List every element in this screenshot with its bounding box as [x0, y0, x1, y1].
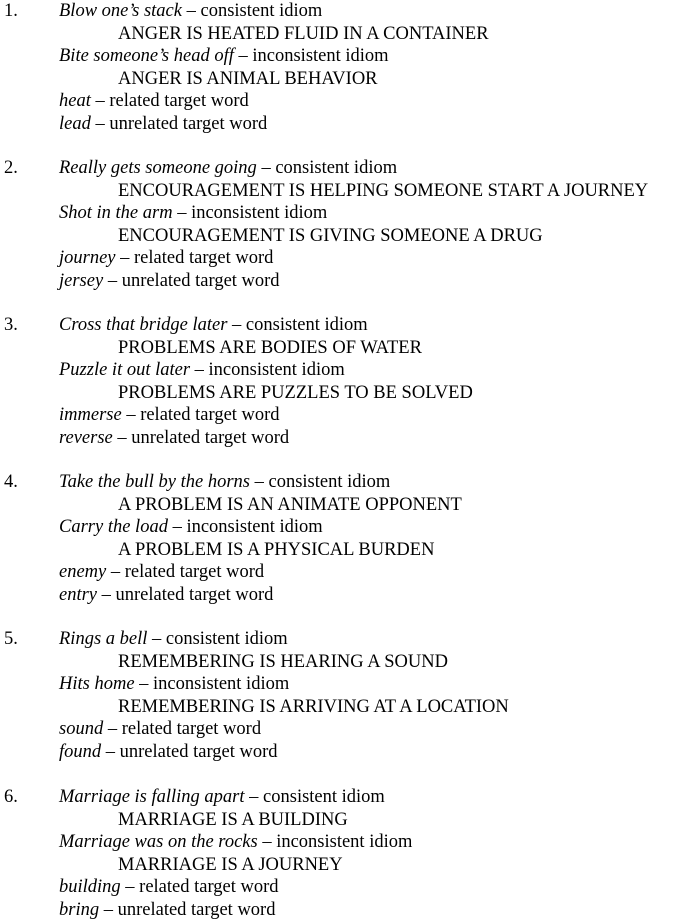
- dash: –: [126, 405, 136, 425]
- inconsistent-metaphor: MARRIAGE IS A JOURNEY: [118, 854, 343, 875]
- related-target-word: enemy: [59, 562, 107, 582]
- inconsistent-idiom: Marriage was on the rocks: [59, 832, 258, 852]
- consistent-idiom-line: [59, 157, 397, 180]
- unrelated-target-label: unrelated target word: [119, 741, 278, 762]
- unrelated-target-label: unrelated target word: [109, 113, 268, 134]
- consistent-idiom-label: consistent idiom: [165, 629, 288, 649]
- unrelated-target-label: unrelated target word: [131, 427, 290, 448]
- unrelated-target-line: [59, 270, 280, 293]
- consistent-idiom-label: consistent idiom: [245, 315, 368, 335]
- dash: –: [262, 832, 272, 852]
- item-number: 4.: [4, 472, 18, 492]
- dash: –: [186, 1, 196, 21]
- dash: –: [110, 562, 121, 582]
- consistent-metaphor: REMEMBERING IS HEARING A SOUND: [118, 651, 448, 672]
- inconsistent-metaphor: PROBLEMS ARE PUZZLES TO BE SOLVED: [118, 382, 473, 403]
- related-target-label: related target word: [124, 562, 265, 582]
- consistent-idiom-line: [59, 0, 322, 23]
- consistent-idiom: Marriage is falling apart: [59, 787, 245, 807]
- consistent-idiom-line: [59, 786, 385, 809]
- related-target-word: building: [59, 877, 121, 897]
- dash: –: [103, 899, 113, 920]
- dash: –: [172, 517, 182, 537]
- unrelated-target-line: [59, 741, 278, 764]
- inconsistent-idiom-line: [59, 202, 327, 225]
- related-target-word: heat: [59, 91, 91, 111]
- inconsistent-idiom: Shot in the arm: [59, 203, 173, 223]
- unrelated-target-label: unrelated target word: [117, 899, 276, 920]
- inconsistent-idiom-line: [59, 516, 323, 539]
- related-target-word: immerse: [59, 405, 122, 425]
- inconsistent-idiom-label: inconsistent idiom: [208, 360, 345, 380]
- dash: –: [249, 787, 259, 807]
- related-target-label: related target word: [121, 719, 262, 739]
- dash: –: [107, 719, 118, 739]
- inconsistent-idiom-label: inconsistent idiom: [252, 46, 389, 66]
- consistent-idiom-line: [59, 471, 390, 494]
- dash: –: [95, 91, 105, 111]
- related-target-line: [59, 247, 273, 270]
- dash: –: [238, 46, 248, 66]
- dash: –: [254, 472, 264, 492]
- item-number: 3.: [4, 315, 18, 335]
- unrelated-target-line: [59, 899, 275, 922]
- unrelated-target-label: unrelated target word: [121, 270, 280, 291]
- inconsistent-metaphor: REMEMBERING IS ARRIVING AT A LOCATION: [118, 696, 509, 717]
- consistent-idiom-label: consistent idiom: [268, 472, 391, 492]
- consistent-idiom-label: consistent idiom: [263, 787, 385, 807]
- dash: –: [232, 315, 242, 335]
- dash: –: [261, 158, 271, 178]
- dash: –: [95, 113, 105, 134]
- consistent-metaphor: ENCOURAGEMENT IS HELPING SOMEONE START A JOURNEY: [118, 180, 649, 201]
- consistent-idiom: Rings a bell: [59, 629, 148, 649]
- inconsistent-idiom-line: [59, 45, 389, 68]
- dash: –: [125, 877, 135, 897]
- inconsistent-idiom-line: [59, 673, 289, 696]
- dash: –: [105, 741, 116, 762]
- unrelated-target-word: lead: [59, 113, 91, 134]
- related-target-line: [59, 876, 279, 899]
- dash: –: [152, 629, 162, 649]
- unrelated-target-word: reverse: [59, 427, 113, 448]
- consistent-idiom: Blow one’s stack: [59, 1, 182, 21]
- inconsistent-metaphor: ANGER IS ANIMAL BEHAVIOR: [118, 68, 378, 89]
- dash: –: [120, 248, 130, 268]
- dash: –: [107, 270, 118, 291]
- related-target-line: [59, 404, 280, 427]
- consistent-idiom: Take the bull by the horns: [59, 472, 250, 492]
- item-number: 2.: [4, 158, 18, 178]
- unrelated-target-word: found: [59, 741, 102, 762]
- consistent-metaphor: ANGER IS HEATED FLUID IN A CONTAINER: [118, 23, 489, 44]
- consistent-metaphor: MARRIAGE IS A BUILDING: [118, 809, 348, 830]
- consistent-metaphor: A PROBLEM IS AN ANIMATE OPPONENT: [118, 494, 462, 515]
- unrelated-target-label: unrelated target word: [115, 584, 274, 605]
- unrelated-target-line: [59, 584, 273, 607]
- item-number: 6.: [4, 787, 18, 807]
- item-number: 5.: [4, 629, 18, 649]
- inconsistent-idiom-line: [59, 831, 412, 854]
- related-target-label: related target word: [140, 405, 280, 425]
- inconsistent-idiom-label: inconsistent idiom: [153, 674, 290, 694]
- unrelated-target-line: [59, 427, 289, 450]
- inconsistent-metaphor: A PROBLEM IS A PHYSICAL BURDEN: [118, 539, 435, 560]
- related-target-label: related target word: [134, 248, 274, 268]
- unrelated-target-word: entry: [59, 584, 98, 605]
- inconsistent-idiom: Carry the load: [59, 517, 168, 537]
- consistent-idiom: Really gets someone going: [59, 158, 257, 178]
- unrelated-target-word: bring: [59, 899, 100, 920]
- inconsistent-metaphor: ENCOURAGEMENT IS GIVING SOMEONE A DRUG: [118, 225, 543, 246]
- inconsistent-idiom: Puzzle it out later: [59, 360, 191, 380]
- related-target-word: sound: [59, 719, 104, 739]
- dash: –: [101, 584, 111, 605]
- consistent-idiom-label: consistent idiom: [275, 158, 398, 178]
- consistent-idiom: Cross that bridge later: [59, 315, 228, 335]
- related-target-label: related target word: [139, 877, 279, 897]
- unrelated-target-line: [59, 113, 267, 136]
- related-target-line: [59, 561, 264, 584]
- related-target-word: journey: [59, 248, 116, 268]
- dash: –: [177, 203, 187, 223]
- inconsistent-idiom-label: inconsistent idiom: [191, 203, 328, 223]
- unrelated-target-word: jersey: [59, 270, 104, 291]
- dash: –: [139, 674, 149, 694]
- dash: –: [117, 427, 127, 448]
- consistent-metaphor: PROBLEMS ARE BODIES OF WATER: [118, 337, 422, 358]
- related-target-line: [59, 718, 261, 741]
- inconsistent-idiom-line: [59, 359, 345, 382]
- consistent-idiom-label: consistent idiom: [200, 1, 323, 21]
- related-target-label: related target word: [109, 91, 249, 111]
- consistent-idiom-line: [59, 314, 368, 337]
- related-target-line: [59, 90, 249, 113]
- inconsistent-idiom-label: inconsistent idiom: [276, 832, 413, 852]
- consistent-idiom-line: [59, 628, 288, 651]
- inconsistent-idiom: Bite someone’s head off: [59, 46, 234, 66]
- dash: –: [194, 360, 204, 380]
- inconsistent-idiom-label: inconsistent idiom: [186, 517, 323, 537]
- item-number: 1.: [4, 1, 18, 21]
- inconsistent-idiom: Hits home: [59, 674, 135, 694]
